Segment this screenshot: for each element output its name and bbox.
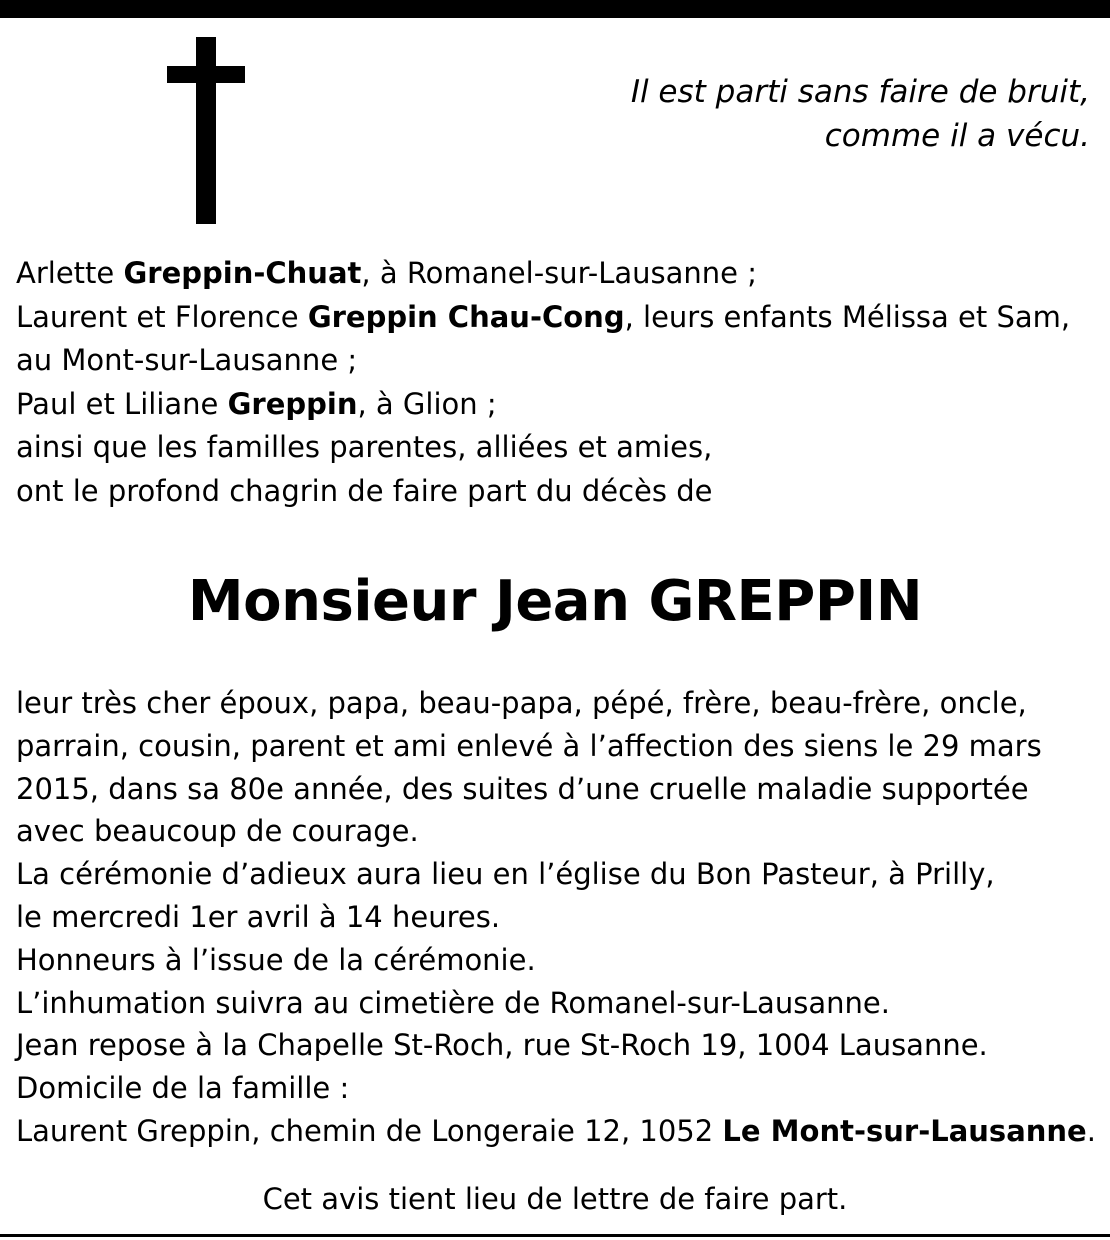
family-line-5: ainsi que les familles parentes, alliées et amies,	[16, 430, 713, 464]
bottom-border-rule	[0, 1234, 1110, 1237]
details-line-9: Jean repose à la Chapelle St-Roch, rue St-Roch 19, 1004 Lausanne.	[16, 1028, 988, 1063]
details-line-8: L’inhumation suivra au cimetière de Romanel-sur-Lausanne.	[16, 985, 890, 1020]
details-line-4: avec beaucoup de courage.	[16, 814, 419, 849]
epigraph	[631, 70, 1090, 158]
family-text: , à Romanel-sur-Lausanne ;	[361, 256, 757, 290]
epigraph-line-1: Il est parti sans faire de bruit,	[630, 74, 1090, 110]
details-line-6: le mercredi 1er avril à 14 heures.	[16, 899, 501, 934]
family-announcement	[16, 252, 1101, 513]
deceased-name: Monsieur Jean GREPPIN	[187, 569, 923, 634]
family-line-4	[16, 383, 1101, 427]
address-locality: Le Mont-sur-Lausanne	[722, 1113, 1087, 1148]
details-line-1: leur très cher époux, papa, beau-papa, pépé, frère, beau-frère, oncle,	[16, 686, 1027, 720]
family-line-6: ont le profond chagrin de faire part du décès de	[16, 473, 713, 508]
family-text: Laurent et Florence	[16, 299, 308, 334]
details-line-5: La cérémonie d’adieux aura lieu en l’église du Bon Pasteur, à Prilly,	[16, 857, 995, 892]
family-line-1	[16, 252, 1101, 296]
obituary-details	[16, 682, 1101, 1153]
top-border-rule	[0, 0, 1110, 18]
epigraph-line-2: comme il a vécu.	[824, 118, 1090, 154]
address-text: .	[1086, 1113, 1096, 1148]
details-line-10: Domicile de la famille :	[16, 1071, 350, 1106]
cross-horizontal-bar	[167, 66, 245, 83]
family-text: , à Glion ;	[357, 386, 497, 421]
family-text: , leurs enfants Mélissa et Sam,	[624, 299, 1071, 334]
family-text: Arlette	[16, 256, 124, 290]
address-text: Laurent Greppin, chemin de Longeraie 12, 1052	[16, 1113, 723, 1148]
family-surname: Greppin	[227, 386, 358, 421]
family-line-3: au Mont-sur-Lausanne ;	[16, 343, 358, 377]
family-line-2	[16, 296, 1101, 340]
details-line-11	[16, 1110, 1101, 1153]
footer-note: Cet avis tient lieu de lettre de faire part.	[262, 1182, 848, 1216]
family-text: Paul et Liliane	[16, 386, 228, 421]
details-line-3: 2015, dans sa 80e année, des suites d’une cruelle maladie supportée	[16, 771, 1029, 806]
details-line-7: Honneurs à l’issue de la cérémonie.	[16, 942, 536, 977]
family-surname: Greppin Chau-Cong	[307, 299, 625, 334]
details-line-2: parrain, cousin, parent et ami enlevé à l’affection des siens le 29 mars	[16, 728, 1042, 763]
family-surname: Greppin-Chuat	[123, 256, 362, 290]
